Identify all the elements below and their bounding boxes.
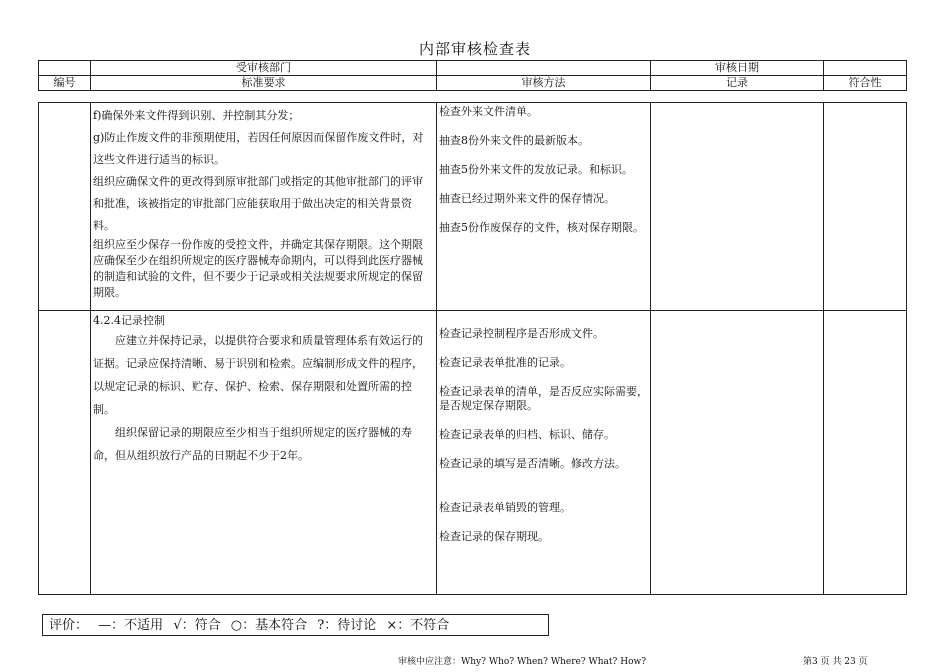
method-text: 检查外来文件清单。 xyxy=(439,105,538,118)
standard-text: g)防止作废文件的非预期使用，若因任何原因而保留作废文件时，对这些文件进行适当的标识。 xyxy=(93,131,424,166)
col-standard: 标准要求 xyxy=(91,76,437,91)
evaluation-item: ×：不符合 xyxy=(386,618,450,633)
dept-label: 受审核部门 xyxy=(91,61,437,76)
conform-cell[interactable] xyxy=(824,103,907,311)
section-title: 4.2.4记录控制 xyxy=(93,314,165,327)
method-text: 检查记录表单的归档、标识、储存。 xyxy=(439,428,615,441)
page-number: 第3 页 共 23 页 xyxy=(803,657,868,667)
method-cell xyxy=(437,103,651,311)
conform-cell[interactable] xyxy=(824,311,907,595)
method-text: 检查记录控制程序是否形成文件。 xyxy=(439,327,604,340)
standard-text: 组织应确保文件的更改得到原审批部门或指定的其他审批部门的评审和批准，该被指定的审批部门应能获取用于做出决定的相关背景资料。 xyxy=(93,175,423,232)
standard-text: 组织保留记录的期限应至少相当于组织所规定的医疗器械的寿命，但从组织放行产品的日期起不少于2年。 xyxy=(93,426,412,462)
standard-cell xyxy=(91,103,437,311)
row-no-cell xyxy=(39,103,91,311)
method-text: 检查记录表单批准的记录。 xyxy=(439,356,571,369)
col-conform: 符合性 xyxy=(824,76,907,91)
col-method: 审核方法 xyxy=(437,76,651,91)
method-text: 检查记录的填写是否清晰。修改方法。 xyxy=(439,457,626,470)
standard-text: f)确保外来文件得到识别、并控制其分发； xyxy=(93,109,300,122)
method-text: 检查记录表单的清单，是否反应实际需要，是否规定保存期限。 xyxy=(439,385,648,412)
checklist-table xyxy=(38,102,907,595)
evaluation-item: —：不适用 xyxy=(98,618,164,633)
col-record: 记录 xyxy=(651,76,824,91)
table-row xyxy=(39,311,907,595)
evaluation-legend xyxy=(42,614,549,636)
date-value[interactable] xyxy=(824,61,907,76)
standard-text: 应建立并保持记录，以提供符合要求和质量管理体系有效运行的证据。记录应保持清晰、易于识别和检索。应编制形成文件的程序，以规定记录的标识、贮存、保护、检索、保存期限和处置所需的控制。 xyxy=(93,334,423,416)
method-text: 抽查5份外来文件的发放记录。和标识。 xyxy=(439,163,633,176)
col-no: 编号 xyxy=(39,76,91,91)
method-text: 检查记录表单销毁的管理。 xyxy=(439,501,571,514)
footer-note: 审核中应注意：Why? Who? When? Where? What? How? xyxy=(398,657,647,667)
date-label: 审核日期 xyxy=(651,61,824,76)
evaluation-label: 评价： xyxy=(49,618,89,633)
header-table xyxy=(38,60,907,91)
evaluation-item: ?：待讨论 xyxy=(317,618,377,633)
method-text: 检查记录的保存期现。 xyxy=(439,530,549,543)
method-cell xyxy=(437,311,651,595)
record-cell[interactable] xyxy=(651,103,824,311)
method-text: 抽查5份作废保存的文件，核对保存期限。 xyxy=(439,221,644,234)
method-text: 抽查已经过期外来文件的保存情况。 xyxy=(439,192,615,205)
page-title: 内部审核检查表 xyxy=(418,40,531,58)
header-spacer xyxy=(39,61,91,76)
record-cell[interactable] xyxy=(651,311,824,595)
method-text: 抽查8份外来文件的最新版本。 xyxy=(439,134,589,147)
table-row xyxy=(39,103,907,311)
standard-text: 组织应至少保存一份作废的受控文件，并确定其保存期限。这个期限应确保至少在组织所规定的医疗器械寿命期内，可以得到此医疗器械的制造和试验的文件，但不要少于记录或相关法规要求所规定的保留期限。 xyxy=(93,238,423,299)
evaluation-item: ○：基本符合 xyxy=(230,618,308,633)
evaluation-item: √：符合 xyxy=(173,618,221,633)
dept-value[interactable] xyxy=(437,61,651,76)
row-no-cell xyxy=(39,311,91,595)
standard-cell xyxy=(91,311,437,595)
